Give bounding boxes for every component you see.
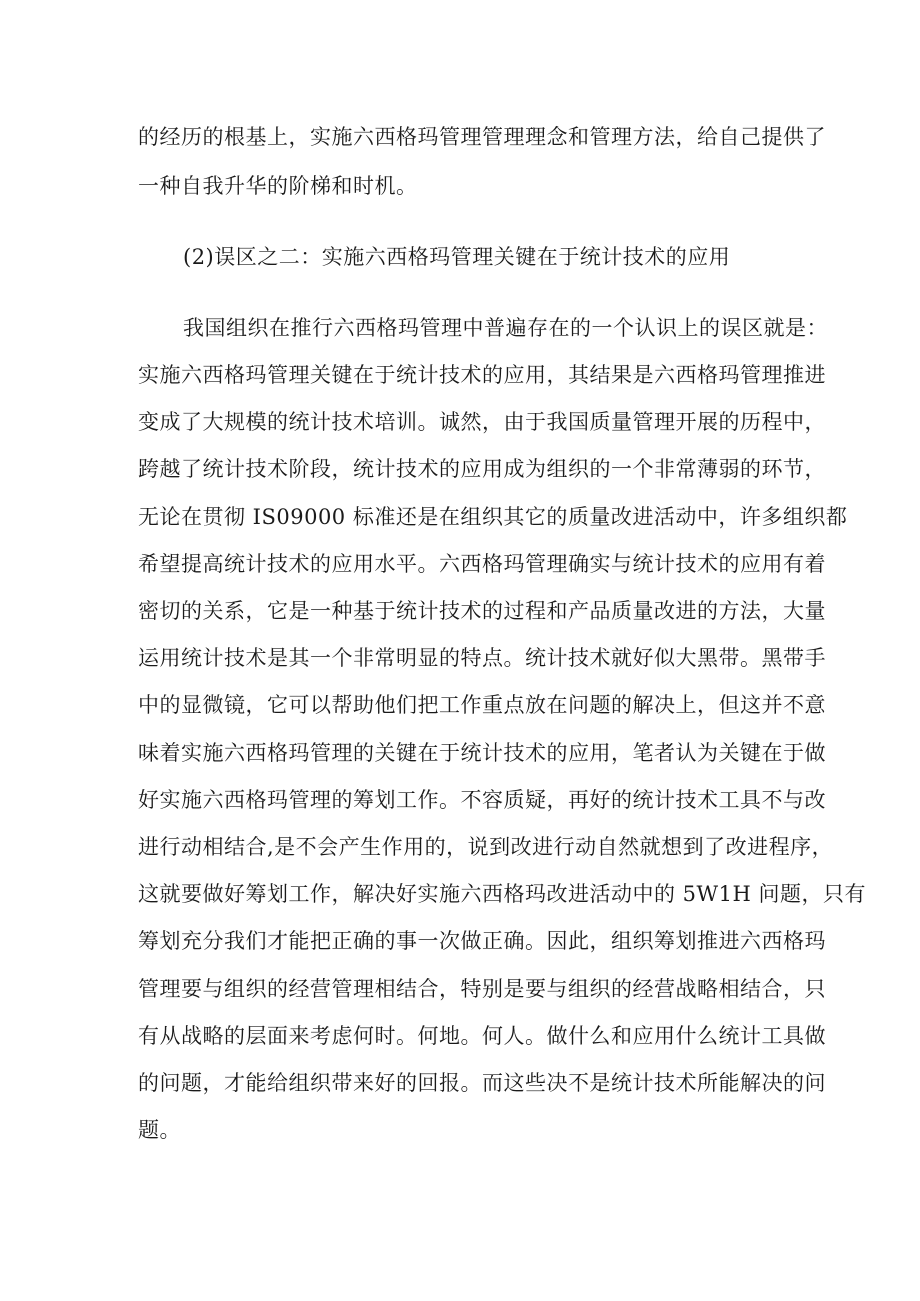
paragraph-line: 味着实施六西格玛管理的关键在于统计技术的应用，笔者认为关键在于做 bbox=[138, 741, 826, 765]
paragraph-line: 密切的关系，它是一种基于统计技术的过程和产品质量改进的方法，大量 bbox=[138, 599, 826, 623]
paragraph-line: 筹划充分我们才能把正确的事一次做正确。因此，组织筹划推进六西格玛 bbox=[138, 929, 826, 953]
paragraph-line: 希望提高统计技术的应用水平。六西格玛管理确实与统计技术的应用有着 bbox=[138, 552, 826, 576]
paragraph-line: 一种自我升华的阶梯和时机。 bbox=[138, 174, 418, 198]
paragraph-line: 我国组织在推行六西格玛管理中普遍存在的一个认识上的误区就是： bbox=[183, 316, 828, 340]
paragraph-line: 管理要与组织的经营管理相结合，特别是要与组织的经营战略相结合，只 bbox=[138, 977, 826, 1001]
paragraph-line: 中的显微镜，它可以帮助他们把工作重点放在问题的解决上，但这并不意 bbox=[138, 693, 826, 717]
paragraph-line: 有从战略的层面来考虑何时。何地。何人。做什么和应用什么统计工具做 bbox=[138, 1024, 826, 1048]
paragraph-line: 的经历的根基上，实施六西格玛管理管理理念和管理方法，给自己提供了 bbox=[138, 125, 826, 149]
paragraph-line: 题。 bbox=[138, 1118, 181, 1142]
section-heading: (2)误区之二：实施六西格玛管理关键在于统计技术的应用 bbox=[183, 245, 731, 269]
paragraph-line: 进行动相结合,是不会产生作用的，说到改进行动自然就想到了改进程序， bbox=[138, 835, 834, 859]
paragraph-line: 跨越了统计技术阶段，统计技术的应用成为组织的一个非常薄弱的环节， bbox=[138, 457, 826, 481]
paragraph-line: 好实施六西格玛管理的筹划工作。不容质疑，再好的统计技术工具不与改 bbox=[138, 788, 826, 812]
paragraph-line: 运用统计技术是其一个非常明显的特点。统计技术就好似大黑带。黑带手 bbox=[138, 646, 826, 670]
paragraph-line: 变成了大规模的统计技术培训。诚然，由于我国质量管理开展的历程中， bbox=[138, 410, 826, 434]
paragraph-line: 的问题，才能给组织带来好的回报。而这些决不是统计技术所能解决的问 bbox=[138, 1071, 826, 1095]
paragraph-line: 实施六西格玛管理关键在于统计技术的应用，其结果是六西格玛管理推进 bbox=[138, 363, 826, 387]
paragraph-line: 这就要做好筹划工作，解决好实施六西格玛改进活动中的 5W1H 问题，只有 bbox=[138, 882, 866, 906]
paragraph-line: 无论在贯彻 IS09000 标准还是在组织其它的质量改进活动中，许多组织都 bbox=[138, 505, 848, 529]
